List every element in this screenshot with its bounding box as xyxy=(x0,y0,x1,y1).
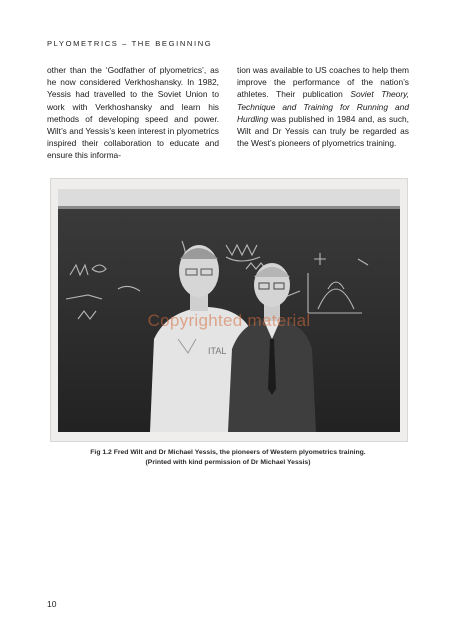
figure-photo xyxy=(58,189,400,432)
wall-strip xyxy=(58,189,400,207)
paragraph-right xyxy=(237,64,409,149)
figure-photo-frame xyxy=(51,179,407,441)
paragraph-right-end: was published in 1984 and, as such, Wilt and Dr Yessis can truly be regarded as the West’s pioneers of plyometrics training. xyxy=(237,113,409,149)
text-column-left xyxy=(47,64,219,162)
figure-caption xyxy=(47,448,409,468)
page-number: 10 xyxy=(47,599,57,609)
svg-text:ITAL: ITAL xyxy=(208,346,227,356)
paragraph-left: other than the ‘Godfather of plyometrics’, as he now considered Verkhoshansky. In 1982, Yessis had travelled to the Soviet Union to work with Verkhoshansky and learn his methods of developing speed and power. Wilt’s and Yessis’s keen interest in plyometrics inspired their collaboration to educate and ensure this informa- xyxy=(47,65,219,161)
paragraph-right-start: tion was available to US coaches to help them improve the performance of the nation’s athletes. Their publication xyxy=(237,65,409,100)
board-frame-top xyxy=(58,206,400,209)
caption-line-2: (Printed with kind permission of Dr Michael Yessis) xyxy=(145,459,311,466)
body-text-columns xyxy=(47,64,409,162)
text-column-right xyxy=(237,64,409,162)
caption-line-1: Fig 1.2 Fred Wilt and Dr Michael Yessis, the pioneers of Western plyometrics training. xyxy=(90,449,366,456)
copyright-watermark: Copyrighted material xyxy=(147,311,311,330)
running-head: PLYOMETRICS – THE BEGINNING xyxy=(47,39,213,48)
publication-title: Soviet Theory, Technique and Training for Running and Hurdling xyxy=(237,89,409,124)
photo-illustration xyxy=(58,189,400,432)
